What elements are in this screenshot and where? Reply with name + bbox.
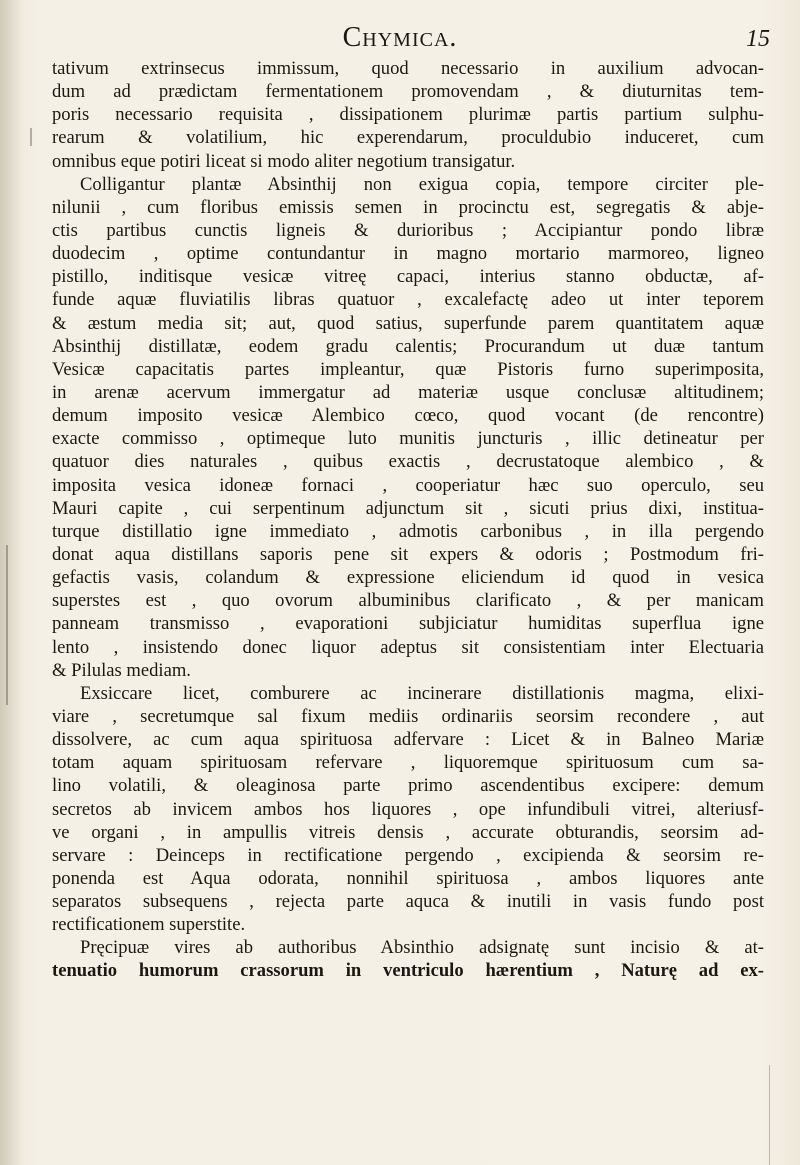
text-line: panneam transmisso , evaporationi subjiciatur humiditas superflua igne bbox=[52, 613, 764, 635]
text-line: secretos ab invicem ambos hos liquores , ope infundibuli vitrei, alteriusf- bbox=[52, 798, 764, 820]
text-line: ctis partibus cunctis ligneis & durioribus ; Accipiantur pondo libræ bbox=[52, 219, 764, 241]
text-line: pistillo, inditisque vesicæ vitreę capaci, interius stanno obductæ, af- bbox=[52, 266, 764, 288]
running-head bbox=[0, 22, 800, 62]
page-edge-mark bbox=[769, 1065, 770, 1165]
text-line: omnibus eque potiri liceat si modo aliter negotium transigatur. bbox=[52, 150, 516, 172]
text-line: superstes est , quo ovorum albuminibus clarificato , & per manicam bbox=[52, 590, 764, 612]
text-line: separatos subsequens , rejecta parte aquca & inutili in vasis fundo post bbox=[52, 891, 764, 913]
text-line: Mauri capite , cui serpentinum adjunctum sit , sicuti prius dixi, institua- bbox=[52, 497, 764, 519]
text-line: Vesicæ capacitatis partes impleantur, quæ Pistoris furno superimposita, bbox=[52, 358, 764, 380]
margin-mark bbox=[30, 128, 32, 146]
text-line: duodecim , optime contundantur in magno mortario marmoreo, ligneo bbox=[52, 243, 764, 265]
text-line: in arenæ acervum immergatur ad materiæ usque conclusæ altitudinem; bbox=[52, 381, 764, 403]
text-line: Exsiccare licet, comburere ac incinerare distillationis magma, elixi- bbox=[80, 682, 764, 704]
text-line: rectificationem superstite. bbox=[52, 914, 246, 936]
text-line: tenuatio humorum crassorum in ventriculo hærentium , Naturę ad ex- bbox=[52, 960, 764, 982]
margin-mark bbox=[6, 545, 8, 705]
text-line: exacte commisso , optimeque luto munitis juncturis , illic detineatur per bbox=[52, 428, 764, 450]
text-line: quatuor dies naturales , quibus exactis , decrustatoque alembico , & bbox=[52, 451, 764, 473]
text-line: tativum extrinsecus immissum, quod necessario in auxilium advocan- bbox=[52, 58, 764, 79]
text-body bbox=[52, 57, 764, 983]
text-line: ponenda est Aqua odorata, nonnihil spirituosa , ambos liquores ante bbox=[52, 867, 764, 889]
text-line: & æstum media sit; aut, quod satius, superfunde parem quantitatem aquæ bbox=[52, 312, 764, 334]
text-line: funde aquæ fluviatilis libras quatuor , excalefactę adeo ut inter teporem bbox=[52, 289, 764, 311]
text-line: lino volatili, & oleaginosa parte primo ascendentibus excipere: demum bbox=[52, 775, 764, 797]
text-line: turque distillatio igne immediato , admotis carbonibus , in illa pergendo bbox=[52, 520, 764, 542]
text-line: dum ad prædictam fermentationem promovendam , & diuturnitas tem- bbox=[52, 81, 764, 103]
text-line: viare , secretumque sal fixum mediis ordinariis seorsim recondere , aut bbox=[52, 705, 764, 727]
text-line: lento , insistendo donec liquor adeptus sit consistentiam inter Electuaria bbox=[52, 636, 764, 658]
text-line: ve organi , in ampullis vitreis densis , accurate obturandis, seorsim ad- bbox=[52, 821, 764, 843]
text-line: Colligantur plantæ Absinthij non exigua copia, tempore circiter ple- bbox=[80, 173, 764, 195]
text-line: Absinthij distillatæ, eodem gradu calentis; Procurandum ut duæ tantum bbox=[52, 335, 764, 357]
text-line: imposita vesica idoneæ fornaci , cooperiatur hæc suo operculo, seu bbox=[52, 474, 764, 496]
text-line: dissolvere, ac cum aqua spirituosa adfervare : Licet & in Balneo Mariæ bbox=[52, 729, 764, 751]
text-line: donat aqua distillans saporis pene sit expers & odoris ; Postmodum fri- bbox=[52, 543, 764, 565]
text-line: demum imposito vesicæ Alembico cœco, quod vocant (de rencontre) bbox=[52, 405, 764, 427]
text-line: poris necessario requisita , dissipationem plurimæ partis partium sulphu- bbox=[52, 104, 764, 126]
text-line: totam aquam spirituosam refervare , liquoremque spirituosum cum sa- bbox=[52, 752, 764, 774]
text-line: nilunii , cum floribus emissis semen in procinctu est, segregatis & abje- bbox=[52, 196, 764, 218]
running-head-title: Chymica. bbox=[342, 22, 458, 53]
text-line: & Pilulas mediam. bbox=[52, 659, 191, 681]
text-line: gefactis vasis, colandum & expressione eliciendum id quod in vesica bbox=[52, 567, 764, 589]
text-line: Pręcipuæ vires ab authoribus Absinthio adsignatę sunt incisio & at- bbox=[80, 937, 764, 959]
page-number: 15 bbox=[746, 26, 770, 52]
text-line: rearum & volatilium, hic experendarum, proculdubio induceret, cum bbox=[52, 127, 764, 149]
text-line: servare : Deinceps in rectificatione pergendo , excipienda & seorsim re- bbox=[52, 844, 764, 866]
page-gutter-shadow bbox=[0, 0, 22, 1165]
